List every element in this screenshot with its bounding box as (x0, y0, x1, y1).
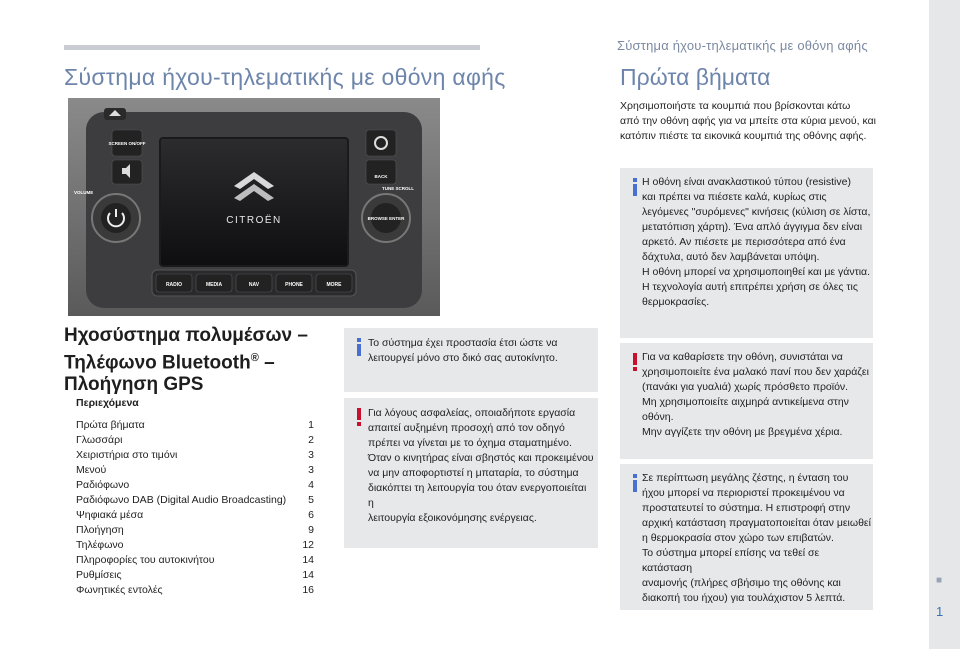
toc-label: Φωνητικές εντολές (76, 584, 163, 596)
page-title: Σύστημα ήχου-τηλεματικής με οθόνη αφής (64, 64, 506, 90)
toc-row[interactable] (76, 418, 314, 433)
info-icon (352, 338, 366, 356)
toc-label: Μενού (76, 464, 107, 476)
toc-row[interactable] (76, 493, 314, 508)
toc-page: 3 (308, 464, 314, 476)
toc-page: 16 (302, 584, 314, 596)
cleaning-note-text: Για να καθαρίσετε την οθόνη, συνιστάται να χρησιμοποιείτε ένα μαλακό πανί που δεν χαράζει (πανάκι για γυαλιά) χωρίς πρόσθετο προϊόν. Μη χρησιμοποιείτε αιχμηρά αντικείμενα στην οθόνη. Μην αγγίζετε την οθόνη με βρεγμένα χέρια. (642, 351, 869, 438)
toc-label: Ραδιόφωνο (76, 479, 130, 491)
warning-icon (628, 353, 642, 371)
tune-scroll-label: TUNE SCROLL (382, 186, 414, 191)
section-title: Πρώτα βήματα (620, 64, 771, 90)
toc-label: Ρυθμίσεις (76, 569, 122, 581)
toc-page: 12 (302, 539, 314, 551)
info-note-box-heat (620, 464, 873, 610)
table-of-contents (76, 418, 314, 598)
chapter-title: Ηχοσύστημα πολυμέσων – Τηλέφωνο Bluetooth® – Πλοήγηση GPS (64, 325, 308, 396)
toc-row[interactable] (76, 523, 314, 538)
resistive-note-text: Η οθόνη είναι ανακλαστικού τύπου (resistive) και πρέπει να πιέσετε καλά, κυρίως στις λεγόμενες "συρόμενες" κινήσεις (κύλιση σε λίστα, μετατόπιση χάρτη). Ένα απλό άγγιγμα δεν είναι αρκετό. Αν πιέσετε με περισσότερα από ένα δάχτυλα, αυτό δεν λαμβάνεται υπόψη. Η οθόνη μπορεί να χρησιμοποιηθεί και με γάντια. Η τεχνολογία αυτή επιτρέπει χρήση σε όλες τις θερμοκρασίες. (642, 176, 871, 308)
svg-text:MEDIA: MEDIA (205, 282, 223, 288)
menu-button-media[interactable] (196, 274, 232, 292)
svg-text:NAV: NAV (248, 282, 260, 288)
menu-button-phone[interactable] (276, 274, 312, 292)
warning-icon (352, 408, 366, 426)
toc-row[interactable] (76, 448, 314, 463)
toc-page: 4 (308, 479, 314, 491)
toc-row[interactable] (76, 583, 314, 598)
heat-note-text: Σε περίπτωση μεγάλης ζέστης, η ένταση του ήχου μπορεί να περιοριστεί προκειμένου να προστατευτεί το σύστημα. Η επιστροφή στην αρχική κατάσταση πραγματοποιείται όταν μειωθεί η θερμοκρασία στον χώρο των επιβατών. Το σύστημα μπορεί επίσης να τεθεί σε κατάσταση αναμονής (πλήρες σβήσιμο της οθόνης και διακοπή του ήχου) για τουλάχιστον 5 λεπτά. (642, 472, 871, 604)
toc-row[interactable] (76, 478, 314, 493)
toc-label: Πληροφορίες του αυτοκινήτου (76, 554, 215, 566)
toc-label: Ραδιόφωνο DAB (Digital Audio Broadcasting) (76, 494, 287, 506)
svg-text:RADIO: RADIO (165, 282, 183, 288)
brand-name: CITROËN (226, 215, 282, 226)
info-icon (628, 474, 642, 492)
volume-label: VOLUME (74, 190, 94, 195)
toc-label: Πρώτα βήματα (76, 419, 145, 431)
toc-page: 14 (302, 554, 314, 566)
toc-label: Τηλέφωνο (76, 539, 124, 551)
toc-page: 5 (308, 494, 314, 506)
registered-mark: ® (250, 352, 259, 364)
info-icon (628, 178, 642, 196)
contents-heading: Περιεχόμενα (76, 397, 139, 409)
screen-onoff-label: SCREEN ON/OFF (108, 141, 146, 146)
toc-row[interactable] (76, 538, 314, 553)
toc-label: Χειριστήρια στο τιμόνι (76, 449, 178, 461)
svg-text:PHONE: PHONE (285, 282, 303, 288)
back-button[interactable] (366, 160, 396, 184)
section-intro: Χρησιμοποιήστε τα κουμπιά που βρίσκονται κάτω από την οθόνη αφής για να μπείτε στα κύρια μενού, και κατόπιν πιέστε τα εικονικά κουμπιά της οθόνης αφής. (620, 100, 876, 142)
warning-note-text: Για λόγους ασφαλείας, οποιαδήποτε εργασία απαιτεί αυξημένη προσοχή από τον οδηγό πρέπει να γίνεται με το όχημα σταματημένο. Όταν ο κινητήρας είναι σβηστός και προκειμένου να μην αποφορτιστεί η μπαταρία, το σύστημα διακόπτει τη λειτουργία του όταν ενεργοποιείται η λειτουργία εξοικονόμησης ενέργειας. (368, 407, 594, 524)
device-photo (68, 98, 440, 316)
running-header: Σύστημα ήχου-τηλεματικής με οθόνη αφής (617, 38, 868, 53)
settings-button[interactable] (366, 130, 396, 156)
toc-row[interactable] (76, 508, 314, 523)
toc-row[interactable] (76, 433, 314, 448)
toc-page: 6 (308, 509, 314, 521)
warning-note-box (344, 398, 598, 548)
toc-page: 3 (308, 449, 314, 461)
page-number: 1 (936, 604, 944, 619)
header-rule (64, 45, 480, 50)
back-label: BACK (374, 174, 388, 179)
toc-page: 1 (308, 419, 314, 431)
warning-note-box-cleaning (620, 343, 873, 459)
head-unit-illustration (68, 98, 440, 316)
menu-button-radio[interactable] (156, 274, 192, 292)
toc-label: Ψηφιακά μέσα (76, 509, 144, 521)
toc-label: Πλοήγηση (76, 524, 124, 536)
toc-page: 9 (308, 524, 314, 536)
browse-enter-label: BROWSE ENTER (367, 216, 405, 221)
toc-page: 2 (308, 434, 314, 446)
toc-label: Γλωσσάρι (76, 434, 123, 446)
info-note-box (344, 328, 598, 392)
toc-row[interactable] (76, 463, 314, 478)
menu-button-more[interactable] (316, 274, 352, 292)
menu-button-nav[interactable] (236, 274, 272, 292)
svg-text:MORE: MORE (326, 282, 342, 288)
toc-row[interactable] (76, 568, 314, 583)
toc-row[interactable] (76, 553, 314, 568)
touch-screen[interactable] (160, 138, 348, 266)
toc-page: 14 (302, 569, 314, 581)
info-note-text: Το σύστημα έχει προστασία έτσι ώστε να λειτουργεί μόνο στο δικό σας αυτοκίνητο. (368, 337, 558, 364)
info-note-box-resistive (620, 168, 873, 338)
section-marker: ■ (936, 575, 943, 586)
side-tab (929, 0, 960, 649)
